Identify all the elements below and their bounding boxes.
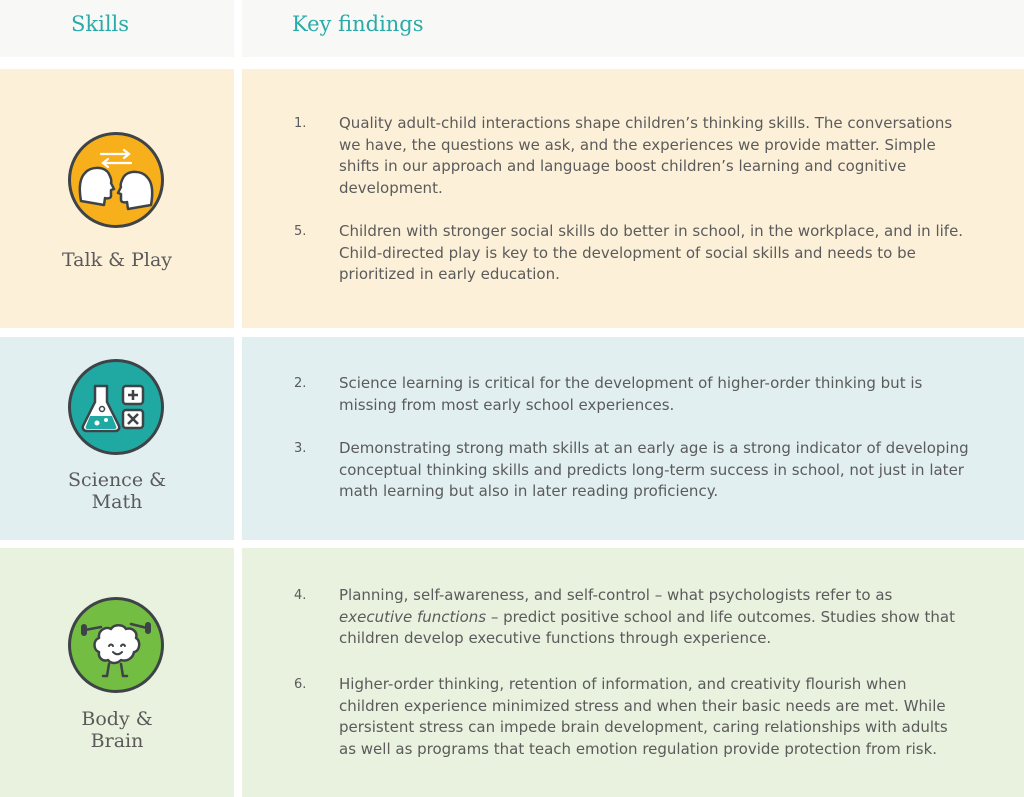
skill-label-line: Science & [67,469,167,491]
skill-label-line: Body & [81,708,153,730]
finding-text: Children with stronger social skills do better in school, in the workplace, and in life. Child-directed play is key to the development of social skills and needs to be prioritized in early education. [339,222,964,283]
finding-text-emphasis: executive functions [339,607,487,626]
finding-number: 4. [294,588,307,603]
finding-number: 5. [294,224,307,239]
finding-text: Demonstrating strong math skills at an early age is a strong indicator of developing conceptual thinking skills and predicts long-term success in school, not just in later math learning but also in later reading proficiency. [339,439,969,500]
finding-number: 6. [294,677,307,692]
findings-cell-talk-play [242,69,1024,328]
findings-cell-science-math [242,337,1024,540]
skill-label-talk-play: Talk & Play [61,249,173,271]
finding-text: Higher-order thinking, retention of information, and creativity flourish when children experience minimized stress and when their basic needs are met. While persistent stress can impede brain development, caring relationships with adults as well as programs that teach emotion regulation provide protection from risk. [339,675,948,758]
flask-math-icon [68,359,164,455]
finding-text: Science learning is critical for the development of higher-order thinking but is missing from most early school experiences. [339,374,923,414]
header-findings-label: Key findings [292,12,424,36]
finding-number: 1. [294,116,307,131]
skill-cell-body-brain [0,548,234,797]
finding-text [339,585,969,650]
talking-heads-icon [68,132,164,228]
brain-character-icon [68,597,164,693]
header-findings-cell [242,0,1024,57]
finding-text-pre: Planning, self-awareness, and self-control – what psychologists refer to as [339,586,893,604]
header-skills-cell [0,0,234,57]
skill-cell-talk-play [0,69,234,328]
skill-label-line: Brain [90,730,144,752]
skill-label-line: Math [91,491,143,513]
finding-number: 3. [294,441,307,456]
finding-number: 2. [294,376,307,391]
header-skills-label: Skills [71,12,130,36]
finding-text: Quality adult-child interactions shape children’s thinking skills. The conversations we have, the questions we ask, and the experiences we provide matter. Simple shifts in our approach and language boost children’s learning and cognitive development. [339,114,953,197]
skill-cell-science-math [0,337,234,540]
skill-label-science-math [0,469,234,513]
findings-cell-body-brain [242,548,1024,797]
skill-label-body-brain [0,708,234,752]
finding-text-post: – predict positive school and life outcomes. Studies show that children develop executive functions through experience. [339,607,955,647]
